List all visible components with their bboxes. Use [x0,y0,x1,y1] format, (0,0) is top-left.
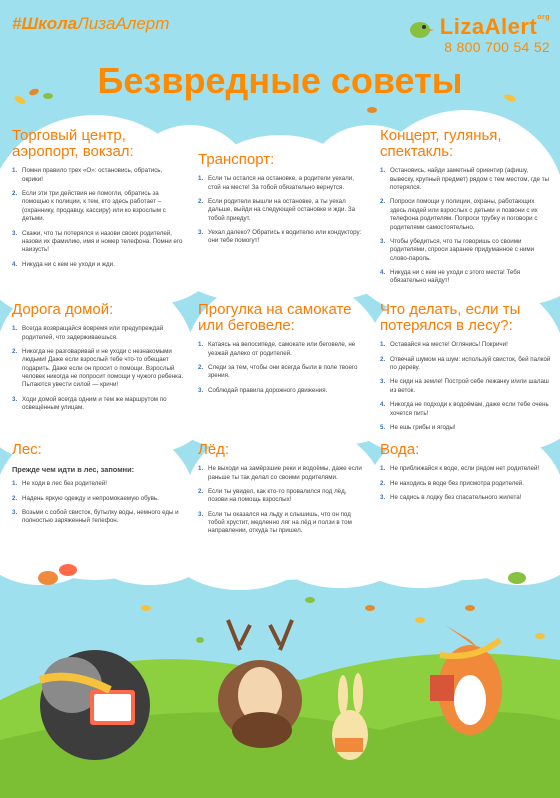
list-item: 2. Следи за тем, чтобы они всегда были в поле твоего зрения. [198,364,358,380]
hashtag-part-b: ЛизаАлерт [77,14,170,33]
section-title: Вода: [380,441,420,458]
hashtag-part-a: #Школа [12,14,78,33]
phone-number: 8 800 700 54 52 [444,39,550,55]
section-title: Транспорт: [198,151,275,168]
brand-block [440,14,550,55]
page-title: Безвредные советы [97,60,463,101]
section-title: Лес: [12,441,42,458]
list-item: 1. Если ты остался на остановке, а родители уехали, стой на месте! За тобой обязательно вернутся. [198,175,354,191]
list-item: 3. Чтобы убедиться, что ты говоришь со своими родителями, спроси заранее придуманное с ними слово-пароль. [380,237,535,262]
brand-logo [440,14,550,40]
section-title: Прогулка на самокате или беговеле: [198,301,352,335]
section-title: Что делать, если ты потерялся в лесу?: [380,301,521,335]
section-mall [12,128,184,275]
list-item: 1. Не приближайся к воде, если рядом нет родителей! [380,465,540,473]
hashtag [12,14,169,34]
section-title: Торговый центр, аэропорт, вокзал: [12,127,134,161]
list-item: 2. Отвечай шумом на шум: используй свисток, бей палкой по дереву. [380,355,551,372]
section-lead: Прежде чем идти в лес, запомни: [12,465,135,475]
list-item: 2. Никогда не разговаривай и не уходи с незнакомыми людьми! Даже если взрослый тебе что-то обещает подарить. Даже если он просит о помощи. Взрослый человек никогда не попросит помощи у чужого ребенка. Пытаются увести силой — кричи! [12,347,184,389]
section-title: Концерт, гулянья, спектакль: [380,127,502,161]
list-item: 1. Оставайся на месте! Оглянись! Покричи! [380,341,508,349]
list-item: 2. Попроси помощи у полиции, охраны, работающих здесь людей или взрослых с детьми и позвони с их телефона родителям. Попроси трубку и поговори с родителями самостоятельно. [380,198,538,231]
section-forest [12,442,184,532]
brand-name: LizaAlert [439,14,538,39]
list-item: 4. Никуда ни с кем не уходи с этого места! Тебя обязательно найдут! [380,268,521,285]
list-item: 1. Не выходи на замёрзшие реки и водоёмы, даже если раньше ты так делал со своими родителями. [198,465,362,481]
list-item: 2. Если ты увидел, как кто-то провалился под лёд, позови на помощь взрослых! [198,487,347,504]
list-item: 2. Если эти три действия не помогли, обратись за помощью к полиции, к тем, кто здесь работает – (охраннику, продавцу, кассиру) или ко взрослым с детьми. [12,190,166,223]
section-lost-in-forest [380,302,552,438]
list-item: 2. Если родители вышли на остановке, а ты уехал дальше, выйди на следующей остановке и жди. За тобой приедут. [198,197,356,222]
section-scooter [198,302,366,401]
section-concert [380,128,552,292]
list-item: 3. Если ты оказался на льду и слышишь, что он под тобой хрустит, медленно ляг на лёд и ползи в том направлении, откуда ты пришел. [198,510,352,535]
list-item: 1. Не ходи в лес без родителей! [12,480,107,488]
list-item: 2. Не находись в воде без присмотра родителей. [380,479,524,487]
section-title: Лёд: [198,441,230,458]
list-item: 3. Уехал далеко? Обратись к водителю или кондуктору: они тебе помогут! [198,228,362,245]
section-ice [198,442,366,542]
section-way-home [12,302,184,418]
list-item: 3. Скажи, что ты потерялся и назови своих родителей, назови их фамилию, имя и номер телефона. Помни его наизусть! [12,229,183,254]
brand-suffix: org [537,14,550,21]
bird-logo-icon [406,14,434,42]
list-item: 2. Надень яркую одежду и непромокаемую обувь. [12,494,159,502]
section-water [380,442,552,508]
section-title: Дорога домой: [12,301,114,318]
list-item: 4. Никогда не подходи к водоёмам, даже если тебе очень хочется пить! [380,401,549,417]
list-item: 1. Катаясь на велосипеде, самокате или беговеле, не уезжай далеко от родителей. [198,341,356,357]
list-item: 4. Никуда ни с кем не уходи и жди. [12,260,115,268]
list-item: 3. Не садись в лодку без спасательного жилета! [380,493,522,501]
list-item: 1. Помни правило трех «О»: остановись, обратись, окрики! [12,167,163,183]
hedgehog-illustration [40,650,150,760]
list-item: 3. Соблюдай правила дорожного движения. [198,386,328,394]
list-item: 3. Возьми с собой свисток, бутылку воды, немного еды и полностью заряженный телефон. [12,508,179,525]
list-item: 3. Ходи домой всегда одним и тем же маршрутом по освещённым улицам. [12,395,167,412]
section-transport [198,152,366,252]
list-item: 1. Остановись, найди заметный ориентир (афишу, вывеску, крупный предмет) рядом с тем местом, где ты потерялся. [380,167,550,192]
list-item: 1. Всегда возвращайся вовремя или предупреждай родителей, что задерживаешься. [12,325,164,341]
list-item: 3. Не сиди на земле! Построй себе лежанку и/или шалаш из веток. [380,378,549,394]
list-item: 5. Не ешь грибы и ягоды! [380,423,456,431]
